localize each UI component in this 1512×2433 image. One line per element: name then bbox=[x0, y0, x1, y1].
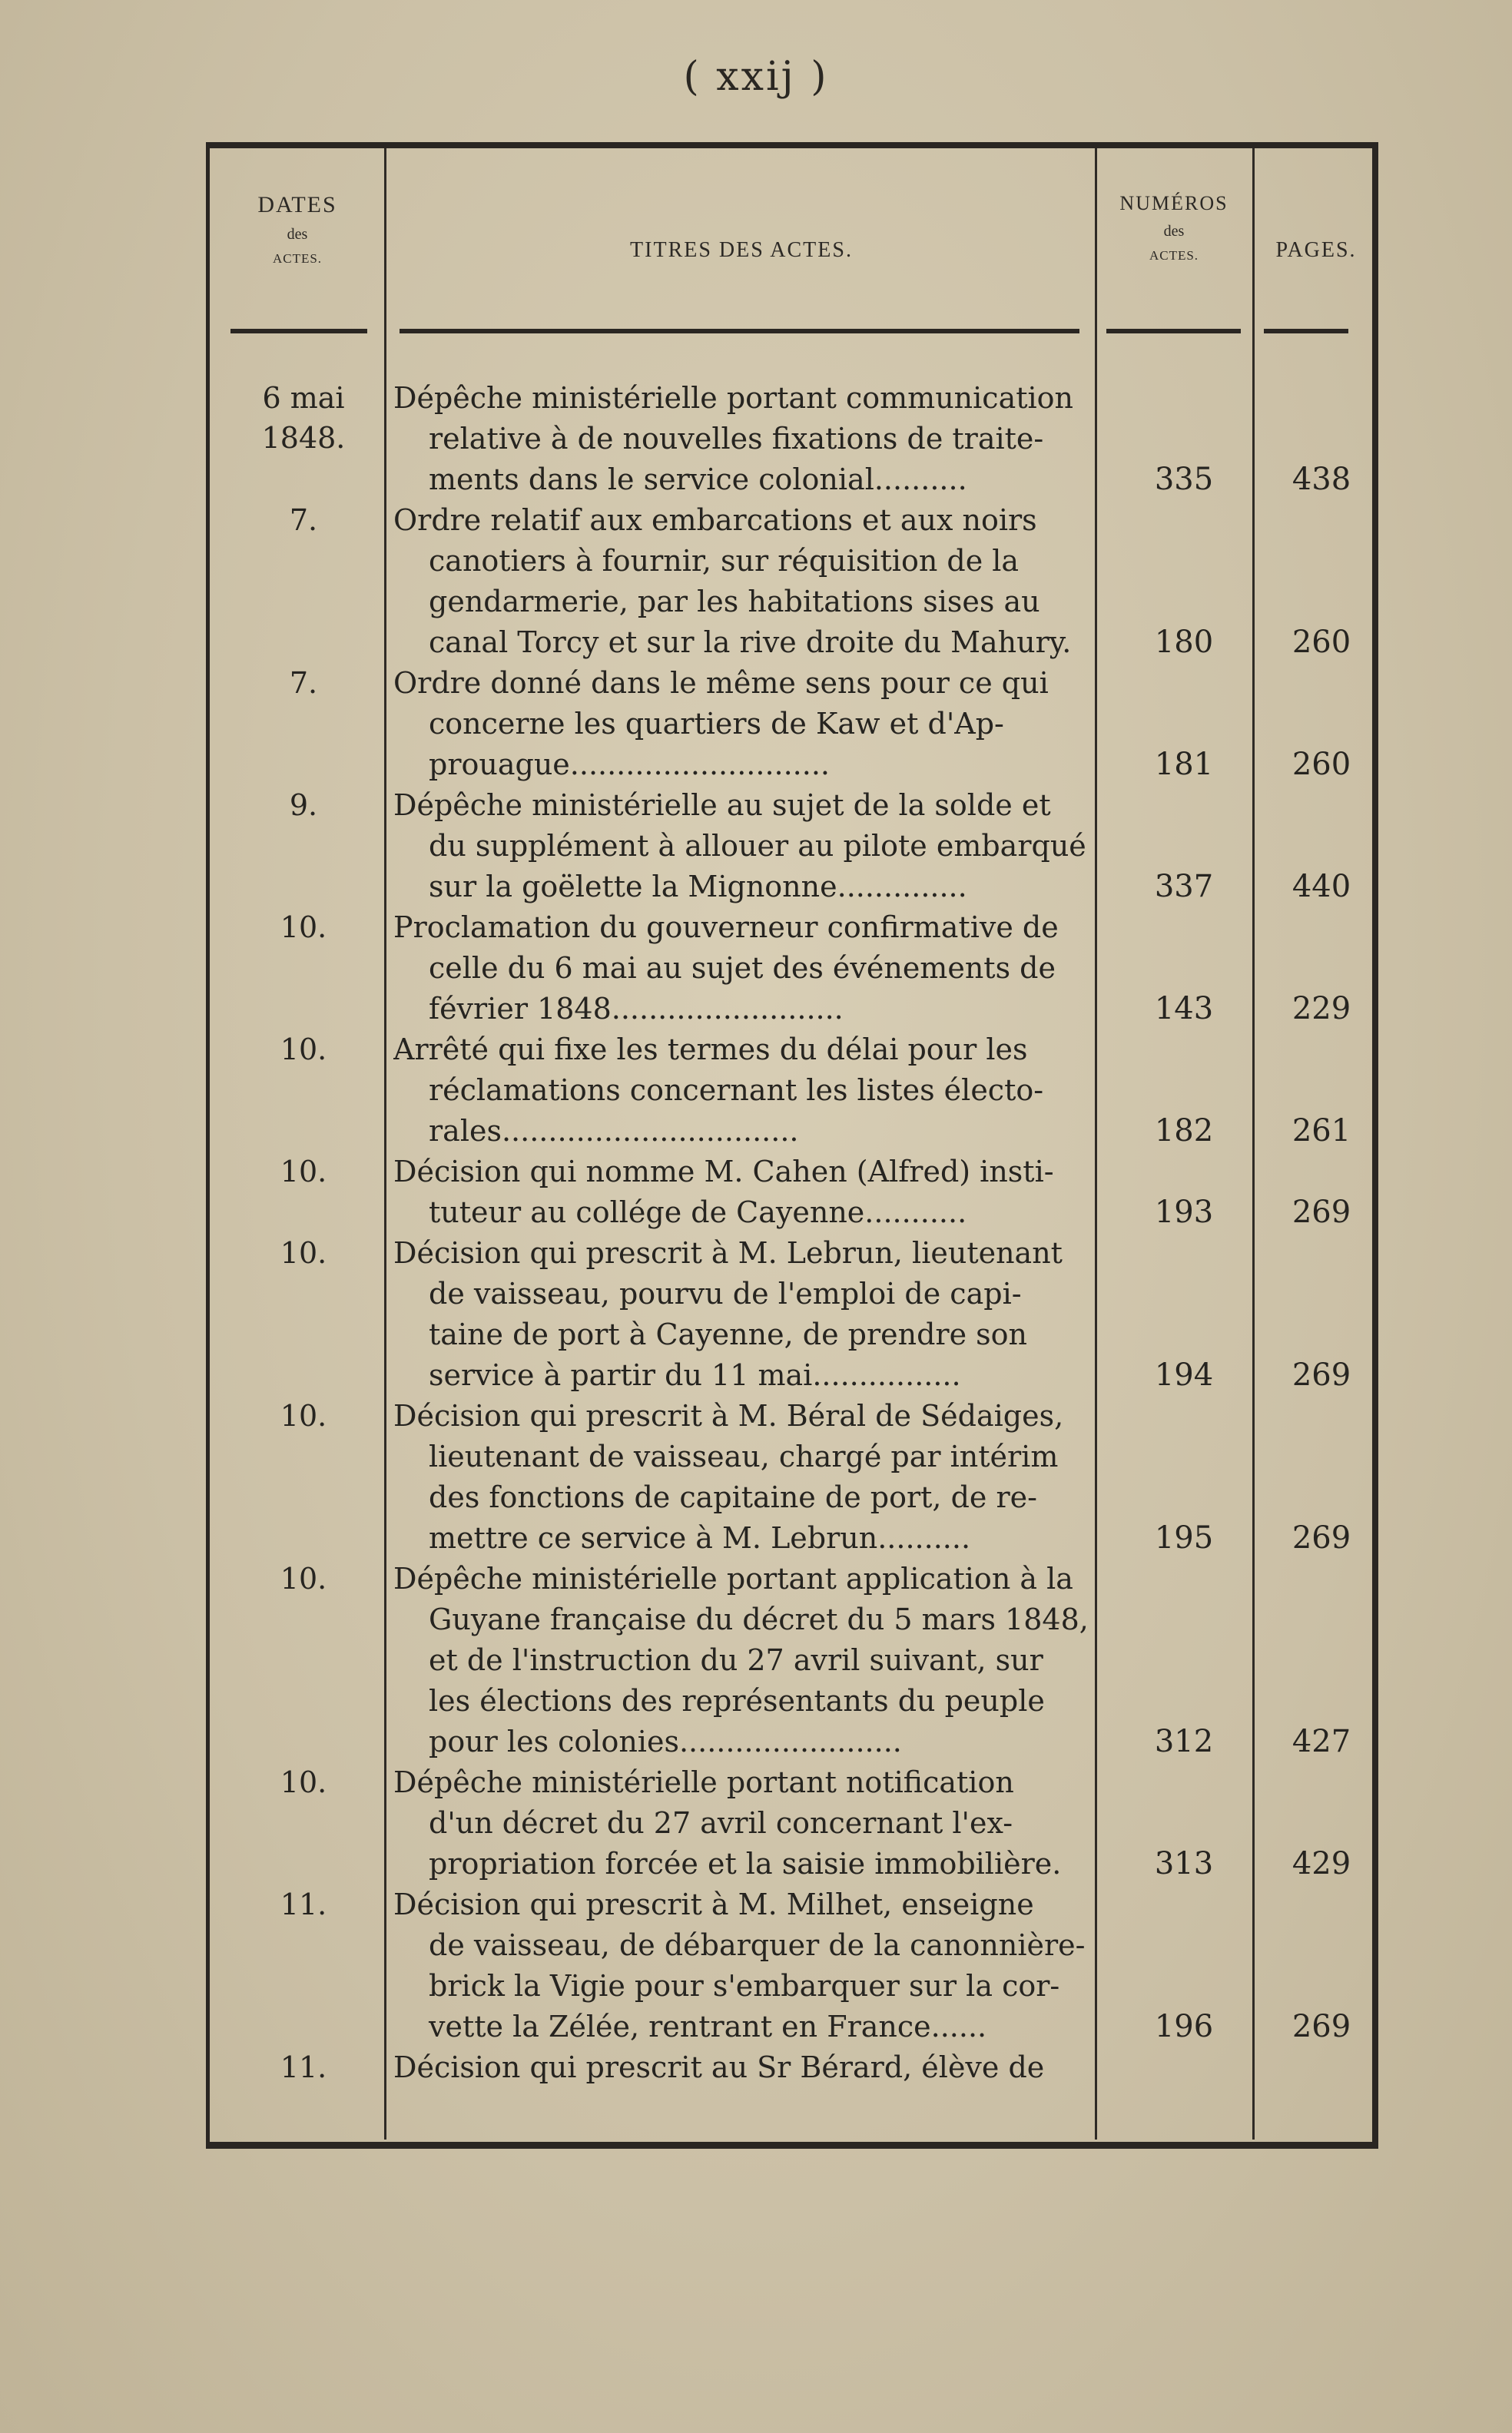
column-header-pages bbox=[1255, 238, 1378, 263]
entry-title-line: Ordre donné dans le même sens pour ce qui bbox=[393, 666, 1049, 700]
entry-numero: 193 bbox=[1154, 1195, 1214, 1230]
entry-page: 260 bbox=[1292, 747, 1351, 782]
entry-title-line: lieutenant de vaisseau, chargé par intérim bbox=[429, 1440, 1059, 1473]
entry-title-line: ments dans le service colonial.......... bbox=[429, 462, 967, 496]
entry-date bbox=[230, 1029, 376, 1069]
column-divider bbox=[1095, 148, 1097, 2140]
entry-numero: 196 bbox=[1154, 2009, 1214, 2044]
entry-page: 429 bbox=[1292, 1846, 1351, 1881]
entry-title-line: Décision qui prescrit au Sr Bérard, élève de bbox=[393, 2050, 1045, 2084]
entry-title-line: canal Torcy et sur la rive droite du Mahury. bbox=[429, 625, 1072, 659]
entry-page: 269 bbox=[1292, 1195, 1351, 1230]
entry-numero: 195 bbox=[1154, 1520, 1214, 1556]
entry-title bbox=[393, 1029, 1093, 1152]
entry-numero: 313 bbox=[1154, 1846, 1214, 1881]
entry-date-line: 10. bbox=[280, 910, 327, 944]
entry-title-line: Décision qui nomme M. Cahen (Alfred) insti- bbox=[393, 1155, 1054, 1188]
entry-numero: 143 bbox=[1154, 991, 1214, 1026]
column-header-numeros bbox=[1097, 192, 1251, 264]
entry-numero: 182 bbox=[1154, 1113, 1214, 1149]
entry-page: 440 bbox=[1292, 869, 1351, 904]
entry-title-line: Dépêche ministérielle au sujet de la solde et bbox=[393, 788, 1051, 822]
column-header-titles bbox=[388, 238, 1095, 263]
entry-title-line: Dépêche ministérielle portant application à la bbox=[393, 1562, 1073, 1596]
entry-date-line: 10. bbox=[280, 1236, 327, 1270]
entry-title-line: Ordre relatif aux embarcations et aux noirs bbox=[393, 503, 1037, 537]
entry-title bbox=[393, 378, 1093, 500]
entry-title bbox=[393, 500, 1093, 663]
header-dates-line2: des bbox=[287, 226, 308, 243]
entry-title-line: Décision qui prescrit à M. Béral de Sédaiges, bbox=[393, 1399, 1064, 1433]
entry-date-line: 10. bbox=[280, 1155, 327, 1188]
header-rule bbox=[1106, 329, 1241, 333]
entry-numero: 335 bbox=[1154, 462, 1214, 497]
entry-title-line: concerne les quartiers de Kaw et d'Ap- bbox=[429, 707, 1004, 741]
entry-date bbox=[230, 1233, 376, 1273]
header-numeros-line3: ACTES. bbox=[1149, 248, 1199, 263]
entry-date-line: 1848. bbox=[261, 421, 346, 455]
entry-title-line: tuteur au collége de Cayenne........... bbox=[429, 1195, 967, 1229]
entry-title bbox=[393, 1396, 1093, 1559]
header-numeros-line2: des bbox=[1163, 223, 1185, 240]
entry-date-line: 6 mai bbox=[262, 381, 345, 415]
entry-date-line: 10. bbox=[280, 1399, 327, 1433]
entry-title-line: du supplément à allouer au pilote embarqué bbox=[429, 829, 1086, 863]
entry-title bbox=[393, 1762, 1093, 1884]
entry-title-line: taine de port à Cayenne, de prendre son bbox=[429, 1318, 1027, 1351]
header-dates-line3: ACTES. bbox=[272, 251, 323, 266]
entry-title bbox=[393, 907, 1093, 1029]
entry-numero: 181 bbox=[1154, 747, 1214, 782]
entry-title bbox=[393, 1152, 1093, 1233]
entry-page: 269 bbox=[1292, 1520, 1351, 1556]
column-header-dates bbox=[217, 192, 378, 267]
entry-title-line: Décision qui prescrit à M. Lebrun, lieutenant bbox=[393, 1236, 1063, 1270]
header-dates-line1: DATES bbox=[257, 192, 337, 217]
entry-date bbox=[230, 663, 376, 703]
entry-date-line: 7. bbox=[289, 503, 318, 537]
entry-title-line: gendarmerie, par les habitations sises au bbox=[429, 585, 1040, 618]
entry-page: 269 bbox=[1292, 1357, 1351, 1393]
entry-title-line: Guyane française du décret du 5 mars 1848, bbox=[429, 1603, 1089, 1636]
entry-page: 427 bbox=[1292, 1724, 1351, 1759]
entry-title bbox=[393, 663, 1093, 785]
entry-title bbox=[393, 785, 1093, 907]
entry-title-line: brick la Vigie pour s'embarquer sur la cor- bbox=[429, 1969, 1060, 2003]
entry-date bbox=[230, 1152, 376, 1192]
entry-title-line: et de l'instruction du 27 avril suivant, sur bbox=[429, 1643, 1043, 1677]
entry-date bbox=[230, 1559, 376, 1599]
entry-title-line: février 1848......................... bbox=[429, 992, 844, 1026]
entry-title-line: Dépêche ministérielle portant notification bbox=[393, 1765, 1014, 1799]
entry-title-line: prouague............................ bbox=[429, 747, 830, 781]
entry-date bbox=[230, 500, 376, 540]
entry-title-line: des fonctions de capitaine de port, de re- bbox=[429, 1480, 1037, 1514]
entry-title-line: les élections des représentants du peuple bbox=[429, 1684, 1045, 1718]
entry-title-line: canotiers à fournir, sur réquisition de la bbox=[429, 544, 1020, 578]
entry-date-line: 10. bbox=[280, 1562, 327, 1596]
entry-date bbox=[230, 1396, 376, 1436]
header-pages-label: PAGES. bbox=[1275, 238, 1357, 262]
entry-title-line: Proclamation du gouverneur confirmative de bbox=[393, 910, 1059, 944]
entry-title-line: de vaisseau, pourvu de l'emploi de capi- bbox=[429, 1277, 1022, 1311]
entry-title-line: service à partir du 11 mai................ bbox=[429, 1358, 961, 1392]
header-rule bbox=[400, 329, 1079, 333]
entry-date bbox=[230, 378, 376, 458]
entry-page: 269 bbox=[1292, 2009, 1351, 2044]
entry-title-line: relative à de nouvelles fixations de traite- bbox=[429, 422, 1044, 456]
entry-title bbox=[393, 2047, 1093, 2088]
entry-numero: 194 bbox=[1154, 1357, 1214, 1393]
entry-title-line: celle du 6 mai au sujet des événements de bbox=[429, 951, 1056, 985]
entry-date-line: 11. bbox=[280, 1888, 327, 1921]
entry-numero: 180 bbox=[1154, 625, 1214, 660]
entry-date bbox=[230, 785, 376, 825]
page-header: ( xxij ) bbox=[683, 54, 829, 100]
entry-title bbox=[393, 1884, 1093, 2047]
entry-date bbox=[230, 2047, 376, 2087]
entry-title-line: mettre ce service à M. Lebrun.......... bbox=[429, 1521, 971, 1555]
entry-numero: 312 bbox=[1154, 1724, 1214, 1759]
entry-page: 229 bbox=[1292, 991, 1351, 1026]
entry-title-line: pour les colonies........................ bbox=[429, 1725, 902, 1758]
entry-date-line: 7. bbox=[289, 666, 318, 700]
entry-title-line: Décision qui prescrit à M. Milhet, enseigne bbox=[393, 1888, 1034, 1921]
entry-title-line: Dépêche ministérielle portant communication bbox=[393, 381, 1074, 415]
header-numeros-line1: NUMÉROS bbox=[1119, 192, 1228, 214]
column-divider bbox=[384, 148, 386, 2140]
entry-date bbox=[230, 1884, 376, 1924]
entry-date bbox=[230, 1762, 376, 1802]
entry-title-line: réclamations concernant les listes électo- bbox=[429, 1073, 1044, 1107]
header-titles-label: TITRES DES ACTES. bbox=[630, 238, 853, 262]
entry-title-line: Arrêté qui fixe les termes du délai pour les bbox=[393, 1033, 1028, 1066]
entry-title bbox=[393, 1233, 1093, 1396]
header-rule bbox=[230, 329, 367, 333]
entry-title-line: d'un décret du 27 avril concernant l'ex- bbox=[429, 1806, 1013, 1840]
entry-page: 438 bbox=[1292, 462, 1351, 497]
header-rule bbox=[1264, 329, 1348, 333]
entry-page: 261 bbox=[1292, 1113, 1351, 1149]
entry-date bbox=[230, 907, 376, 947]
entry-title-line: rales................................ bbox=[429, 1114, 799, 1148]
entry-date-line: 10. bbox=[280, 1765, 327, 1799]
entry-title bbox=[393, 1559, 1093, 1762]
entry-title-line: vette la Zélée, rentrant en France...... bbox=[429, 2010, 987, 2044]
entry-title-line: propriation forcée et la saisie immobilière. bbox=[429, 1847, 1062, 1881]
entry-date-line: 10. bbox=[280, 1033, 327, 1066]
entry-page: 260 bbox=[1292, 625, 1351, 660]
entry-date-line: 11. bbox=[280, 2050, 327, 2084]
entry-date-line: 9. bbox=[289, 788, 318, 822]
entry-title-line: sur la goëlette la Mignonne.............. bbox=[429, 870, 967, 903]
entry-title-line: de vaisseau, de débarquer de la canonnière- bbox=[429, 1928, 1086, 1962]
entry-numero: 337 bbox=[1154, 869, 1214, 904]
